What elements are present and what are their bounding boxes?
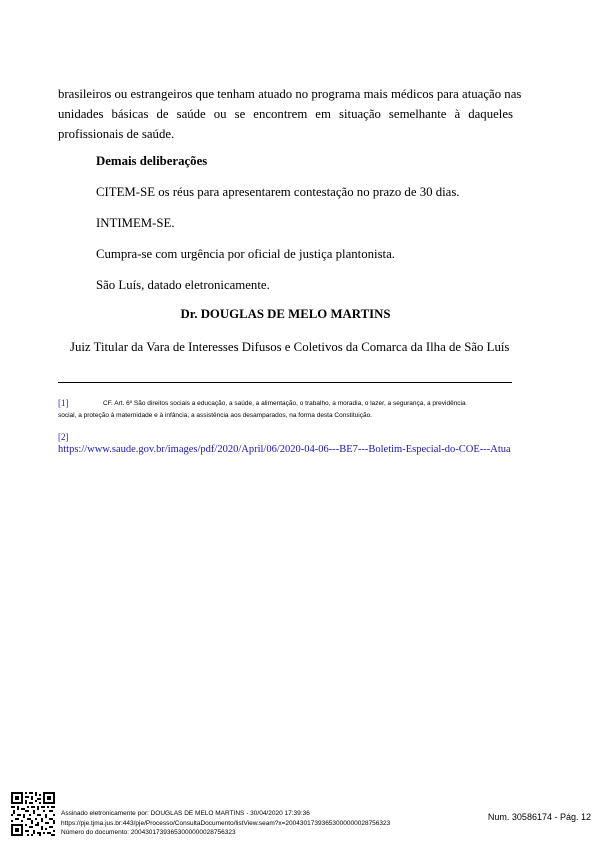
- citem-paragraph: CITEM-SE os réus para apresentarem contestação no prazo de 30 dias.: [96, 185, 460, 199]
- footnote-1-line-2: social, a proteção à maternidade e à infância, a assistência aos desamparados, na forma desta Constituição.: [58, 412, 372, 419]
- signer-name: Dr. DOUGLAS DE MELO MARTINS: [180, 307, 391, 321]
- footnote-2-ref[interactable]: [2]: [58, 432, 69, 442]
- footnote-1-line-1: CF. Art. 6º São direitos sociais a educação, a saúde, a alimentação, o trabalho, a moradia, o lazer, a segurança, a previdência: [103, 400, 466, 407]
- footnote-1-text: [58, 398, 514, 422]
- footer-url-line[interactable]: https://pje.tjma.jus.br:443/pje/Processo/ConsultaDocumento/listView.seam?x=20043017393653000000028756323: [61, 819, 391, 827]
- body-paragraph: [58, 84, 522, 144]
- signer-role: Juiz Titular da Vara de Interesses Difusos e Coletivos da Comarca da Ilha de São Luís: [70, 340, 510, 354]
- paragraph-line-3: profissionais de saúde.: [58, 127, 175, 141]
- footer-doc-number: Número do documento: 20043017393653000000028756323: [61, 829, 236, 836]
- paragraph-line-1: brasileiros ou estrangeiros que tenham atuado no programa mais médicos para atuação nas: [58, 87, 522, 101]
- qr-code-icon: [10, 791, 56, 837]
- cumpra-paragraph: Cumpra-se com urgência por oficial de justiça plantonista.: [96, 247, 395, 261]
- section-heading: Demais deliberações: [96, 154, 208, 168]
- footnote-divider: [58, 382, 512, 383]
- footer-signed-line: Assinado eletronicamente por: DOUGLAS DE MELO MARTINS - 30/04/2020 17:39:36: [61, 810, 310, 817]
- intimem-paragraph: INTIMEM-SE.: [96, 216, 175, 230]
- paragraph-line-2: unidades básicas de saúde ou se encontrem em situação semelhante à daqueles: [58, 107, 513, 121]
- footnote-1-ref[interactable]: [1]: [58, 398, 69, 408]
- page-number: Num. 30586174 - Pág. 12: [487, 812, 591, 822]
- footnote-2-link[interactable]: https://www.saude.gov.br/images/pdf/2020/April/06/2020-04-06---BE7---Boletim-Especial-do-COE---Atua: [58, 444, 511, 455]
- footer-signature-block: [61, 809, 390, 838]
- local-data-paragraph: São Luís, datado eletronicamente.: [96, 278, 270, 292]
